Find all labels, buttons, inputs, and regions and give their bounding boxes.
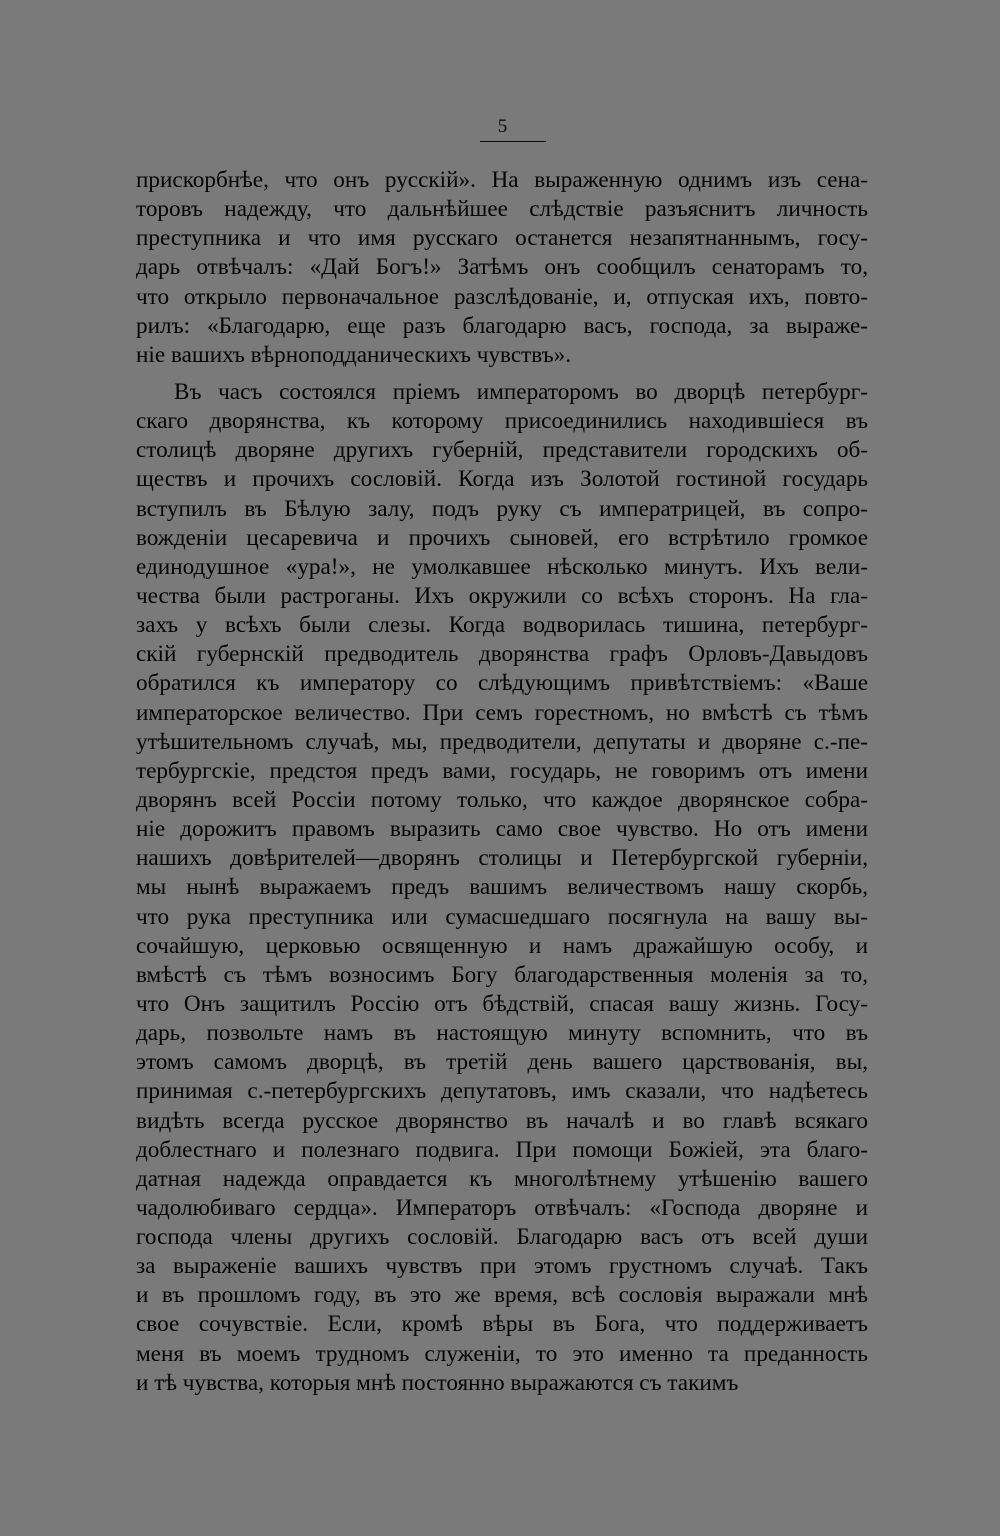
text-line: захъ у всѣхъ были слезы. Когда водворилась тишина, петербург- <box>136 612 868 639</box>
text-line: обратился къ императору со слѣдующимъ привѣтствіемъ: «Ваше <box>136 670 868 697</box>
text-line: утѣшительномъ случаѣ, мы, предводители, депутаты и дворяне с.-пе- <box>136 728 868 755</box>
text-line: ніе дорожитъ правомъ выразить само свое чувство. Но отъ имени <box>136 816 868 843</box>
text-line: господа члены другихъ сословій. Благодарю васъ отъ всей души <box>136 1224 868 1251</box>
text-line: что открыло первоначальное разслѣдованіе, и, отпуская ихъ, повто- <box>136 283 868 310</box>
text-line: и въ прошломъ году, въ это же время, всѣ сословія выражали мнѣ <box>136 1282 868 1309</box>
page-number: 5 <box>497 116 509 137</box>
page-number-rule <box>480 141 546 142</box>
text-line: вмѣстѣ съ тѣмъ возносимъ Богу благодарственныя моленія за то, <box>136 961 868 988</box>
text-line: императорское величество. При семъ горестномъ, но вмѣстѣ съ тѣмъ <box>136 699 868 726</box>
text-line: и тѣ чувства, которыя мнѣ постоянно выражаются съ такимъ <box>136 1369 739 1396</box>
text-line: торовъ надежду, что дальнѣйшее слѣдствіе разъяснитъ личность <box>136 196 868 223</box>
text-line: ществъ и прочихъ сословій. Когда изъ Золотой гостиной государь <box>136 466 868 493</box>
text-line: видѣть всегда русское дворянство въ началѣ и во главѣ всякаго <box>136 1107 868 1134</box>
text-line: скій губернскій предводитель дворянства графъ Орловъ-Давыдовъ <box>136 641 868 668</box>
text-line: мы нынѣ выражаемъ предъ вашимъ величествомъ нашу скорбь, <box>136 874 868 901</box>
text-line: вступилъ въ Бѣлую залу, подъ руку съ императрицей, въ сопро- <box>136 495 868 522</box>
text-line: вожденіи цесаревича и прочихъ сыновей, его встрѣтило громкое <box>136 524 868 551</box>
text-line: столицѣ дворяне другихъ губерній, представители городскихъ об- <box>136 437 868 464</box>
text-line: чества были растроганы. Ихъ окружили со всѣхъ сторонъ. На гла- <box>136 582 868 609</box>
text-line: единодушное «ура!», не умолкавшее нѣсколько минутъ. Ихъ вели- <box>136 553 868 580</box>
text-line: дарь отвѣчалъ: «Дай Богъ!» Затѣмъ онъ сообщилъ сенаторамъ то, <box>136 254 868 281</box>
text-line: нашихъ довѣрителей—дворянъ столицы и Петербургской губерніи, <box>136 845 868 872</box>
paragraph <box>136 378 868 1398</box>
text-line: принимая с.-петербургскихъ депутатовъ, имъ сказали, что надѣетесь <box>136 1078 868 1105</box>
text-line: датная надежда оправдается къ многолѣтнему утѣшенію вашего <box>136 1165 868 1192</box>
text-line: Въ часъ состоялся пріемъ императоромъ во дворцѣ петербург- <box>174 378 868 405</box>
text-line: что Онъ защитилъ Россію отъ бѣдствій, спасая вашу жизнь. Госу- <box>136 990 868 1017</box>
text-line: свое сочувствіе. Если, кромѣ вѣры въ Бога, что поддерживаетъ <box>136 1311 868 1338</box>
text-line: этомъ самомъ дворцѣ, въ третій день вашего царствованія, вы, <box>136 1049 868 1076</box>
text-line: тербургскіе, предстоя предъ вами, государь, не говоримъ отъ имени <box>136 757 868 784</box>
text-line: рилъ: «Благодарю, еще разъ благодарю васъ, господа, за выраже- <box>136 312 868 339</box>
text-line: сочайшую, церковью освященную и намъ дражайшую особу, и <box>136 932 868 959</box>
text-line: прискорбнѣе, что онъ русскій». На выраженную однимъ изъ сена- <box>136 167 868 193</box>
body-text <box>136 166 868 1398</box>
text-line: что рука преступника или сумасшедшаго посягнула на вашу вы- <box>136 903 868 930</box>
text-line: доблестнаго и полезнаго подвига. При помощи Божіей, эта благо- <box>136 1136 868 1163</box>
paragraph-gap <box>136 370 868 378</box>
text-line: дарь, позвольте намъ въ настоящую минуту вспомнить, что въ <box>136 1020 868 1047</box>
text-line: меня въ моемъ трудномъ служеніи, то это именно та преданность <box>136 1340 868 1367</box>
text-line: за выраженіе вашихъ чувствъ при этомъ грустномъ случаѣ. Такъ <box>136 1253 868 1280</box>
text-line: ніе вашихъ вѣрноподданическихъ чувствъ». <box>136 341 572 368</box>
text-line: преступника и что имя русскаго останется незапятнаннымъ, госу- <box>136 225 868 252</box>
paragraph <box>136 166 868 370</box>
text-line: дворянъ всей Россіи потому только, что каждое дворянское собра- <box>136 786 868 813</box>
text-line: чадолюбиваго сердца». Императоръ отвѣчалъ: «Господа дворяне и <box>136 1194 868 1221</box>
text-line: скаго дворянства, къ которому присоединились находившіеся въ <box>136 408 868 435</box>
